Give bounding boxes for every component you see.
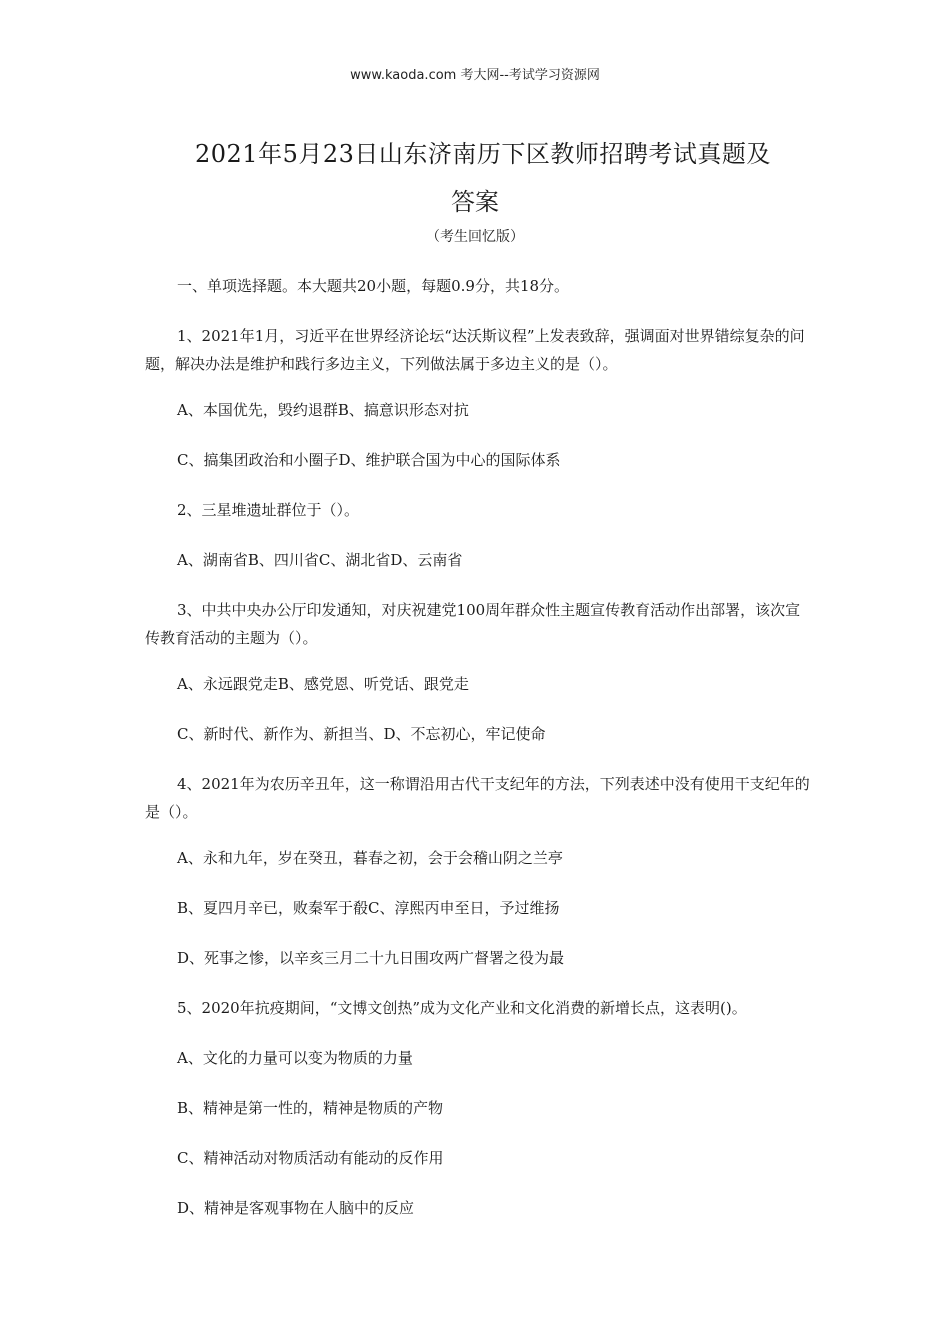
site-header[interactable]: www.kaoda.com 考大网--考试学习资源网 <box>350 68 600 83</box>
question-4-stem: 4、2021年为农历辛丑年，这一称谓沿用古代干支纪年的方法，下列表述中没有使用干支纪年的是（）。 <box>145 775 810 821</box>
question-5-option-d: D、精神是客观事物在人脑中的反应 <box>177 1199 415 1217</box>
question-5-stem: 5、2020年抗疫期间，“文博文创热”成为文化产业和文化消费的新增长点，这表明()。 <box>177 999 747 1017</box>
question-4-option-a: A、永和九年，岁在癸丑，暮春之初，会于会稽山阴之兰亭 <box>177 849 563 867</box>
section-heading: 一、单项选择题。本大题共20小题，每题0.9分，共18分。 <box>177 277 570 295</box>
question-3-option-cd: C、新时代、新作为、新担当、D、不忘初心，牢记使命 <box>177 725 546 743</box>
question-2-stem: 2、三星堆遗址群位于（）。 <box>177 501 360 519</box>
question-4-option-d: D、死事之惨，以辛亥三月二十九日围攻两广督署之役为最 <box>177 949 565 967</box>
question-5-option-a: A、文化的力量可以变为物质的力量 <box>177 1049 413 1067</box>
question-5-option-b: B、精神是第一性的，精神是物质的产物 <box>177 1099 444 1117</box>
page-title-line2: 答案 <box>451 188 499 216</box>
page-subtitle: （考生回忆版） <box>426 229 524 245</box>
question-2-options: A、湖南省B、四川省C、湖北省D、云南省 <box>177 551 463 569</box>
question-5-option-c: C、精神活动对物质活动有能动的反作用 <box>177 1149 444 1167</box>
question-1-option-ab: A、本国优先，毁约退群B、搞意识形态对抗 <box>177 401 469 419</box>
question-4-option-bc: B、夏四月辛已，败秦军于殽C、淳熙丙申至日，予过维扬 <box>177 899 560 917</box>
question-1-option-cd: C、搞集团政治和小圈子D、维护联合国为中心的国际体系 <box>177 451 561 469</box>
question-1-stem: 1、2021年1月，习近平在世界经济论坛“达沃斯议程”上发表致辞，强调面对世界错综复杂的问题，解决办法是维护和践行多边主义，下列做法属于多边主义的是（）。 <box>145 327 805 373</box>
question-3-stem: 3、中共中央办公厅印发通知，对庆祝建党100周年群众性主题宣传教育活动作出部署，该次宣传教育活动的主题为（）。 <box>145 601 801 647</box>
question-3-option-ab: A、永远跟党走B、感党恩、听党话、跟党走 <box>177 675 469 693</box>
page-title-line1: 2021年5月23日山东济南历下区教师招聘考试真题及 <box>195 140 771 168</box>
